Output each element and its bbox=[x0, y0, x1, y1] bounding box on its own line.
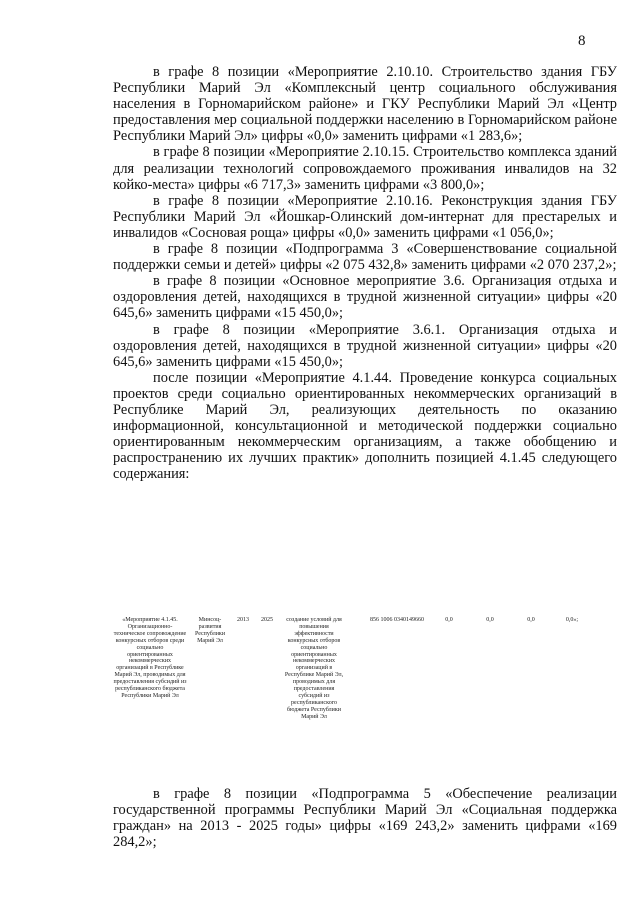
paragraph: после позиции «Мероприятие 4.1.44. Проведение конкурса социальных проектов среди социально ориентированных некоммерческих организаций в Республике Марий Эл, реализующих деятельность по оказанию информационной, консультационной и методической поддержки социально ориентированным некоммерческим организациям, а также обобщению и распространению их лучших практик» дополнить позицией 4.1.45 следующего содержания: bbox=[113, 369, 617, 483]
document-body-continued bbox=[113, 786, 617, 850]
paragraph: в графе 8 позиции «Мероприятие 2.10.16. Реконструкция здания ГБУ Республики Марий Эл «Йошкар-Олинский дом-интернат для престарелых и инвалидов «Сосновая роща» цифры «0,0» заменить цифрами «1 056,0»; bbox=[113, 192, 617, 241]
result-cell: создание условий для повышения эффективности конкурсных отборов социально ориентированных некоммерческих организаций в Республике Марий Эл, проводимых для предоставления субсидий из республиканского бюджета Республики Марий Эл bbox=[284, 617, 344, 720]
value-cell: 0,0»; bbox=[565, 617, 579, 623]
position-name-cell: «Мероприятие 4.1.45. Организационно-техническое сопровождение конкурсных отборов среди социально ориентированных некоммерческих организаций в Республике Марий Эл, проводимых для предоставления субсидий из республиканского бюджета Республики Марий Эл bbox=[113, 617, 187, 699]
paragraph: в графе 8 позиции «Мероприятие 2.10.15. Строительство комплекса зданий для реализации технологий сопровождаемого проживания инвалидов на 32 койко-места» цифры «6 717,3» заменить цифрами «3 800,0»; bbox=[113, 144, 617, 193]
value-cell: 0,0 bbox=[527, 617, 535, 623]
page-number: 8 bbox=[578, 33, 586, 49]
document-body bbox=[113, 64, 617, 482]
paragraph: в графе 8 позиции «Подпрограмма 3 «Совершенствование социальной поддержки семьи и детей» цифры «2 075 432,8» заменить цифрами «2 070 237,2»; bbox=[113, 241, 617, 274]
year-end-cell: 2025 bbox=[261, 617, 273, 623]
paragraph: в графе 8 позиции «Мероприятие 2.10.10. Строительство здания ГБУ Республики Марий Эл «Комплексный центр социального обслуживания населения в Горномарийском районе» и ГКУ Республики Марий Эл «Центр предоставления мер социальной поддержки населению в Горномарийском районе Республики Марий Эл» цифры «0,0» заменить цифрами «1 283,6»; bbox=[113, 64, 617, 145]
paragraph: в графе 8 позиции «Подпрограмма 5 «Обеспечение реализации государственной программы Республики Марий Эл «Социальная поддержка граждан» на 2013 - 2025 годы» цифры «169 243,2» заменить цифрами «169 284,2»; bbox=[113, 786, 617, 851]
value-cell: 0,0 bbox=[486, 617, 494, 623]
paragraph: в графе 8 позиции «Основное мероприятие 3.6. Организация отдыха и оздоровления детей, находящихся в трудной жизненной ситуации» цифры «20 645,6» заменить цифрами «15 450,0»; bbox=[113, 273, 617, 322]
year-start-cell: 2013 bbox=[237, 617, 249, 623]
budget-code-cell: 856 1006 0340149660 bbox=[370, 617, 424, 623]
value-cell: 0,0 bbox=[445, 617, 453, 623]
executor-cell: Минсоц-развития Республики Марий Эл bbox=[194, 617, 226, 644]
paragraph: в графе 8 позиции «Мероприятие 3.6.1. Организация отдыха и оздоровления детей, находящихся в трудной жизненной ситуации» цифры «20 645,6» заменить цифрами «15 450,0»; bbox=[113, 321, 617, 370]
